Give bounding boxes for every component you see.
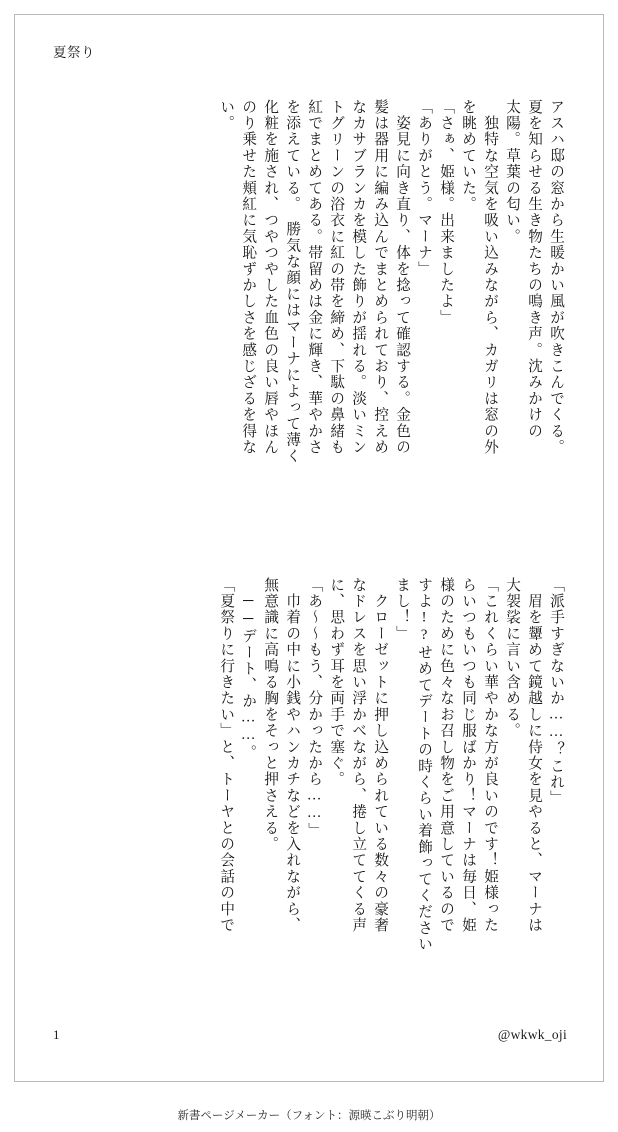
text-line: 「さぁ、姫様。出来ましたよ」 [438, 99, 455, 326]
text-line: い。 [218, 99, 235, 132]
text-line: 紅でまとめてある。帯留めは金に輝き、華やかさ [306, 99, 323, 456]
text-line: 眉を顰めて鏡越しに侍女を見やると、マーナは [526, 577, 543, 934]
text-line: のり乗せた頬紅に気恥ずかしさを感じざるを得な [240, 99, 257, 456]
text-line: なカサブランカを模した飾りが揺れる。淡いミン [350, 99, 367, 456]
text-line: アスハ邸の窓から生暖かい風が吹きこんでくる。 [548, 99, 564, 456]
text-line: を添えている。 勝気な顔にはマーナによって薄く [284, 99, 301, 465]
text-line: 太陽。草葉の匂い。 [504, 99, 521, 245]
text-line: 無意識に高鳴る胸をそっと押さえる。 [262, 577, 279, 853]
text-line: トグリーンの浴衣に紅の帯を締め、下駄の鼻緒も [328, 99, 345, 456]
text-line: 「あ〜〜もう、分かったから……」 [306, 577, 323, 839]
text-line: なドレスを思い浮かべながら、捲し立ててくる声 [350, 577, 367, 934]
text-line: すよ!?せめてデートの時くらい着飾ってください [416, 577, 433, 953]
text-block-upper [211, 99, 563, 569]
text-line: 「これくらい華やかな方が良いのです！姫様った [482, 577, 499, 934]
text-line: 化粧を施され、つやつやした血色の良い唇やほん [262, 99, 279, 456]
text-line: クローゼットに押し込められている数々の豪奢 [372, 577, 389, 934]
text-line: 「ありがとう。マーナ」 [416, 99, 433, 278]
text-line: 様のために色々なお召し物をご用意しているので [438, 577, 455, 934]
text-line: 巾着の中に小銭やハンカチなどを入れながら、 [284, 577, 301, 934]
text-line: 独特な空気を吸い込みながら、カガリは窓の外 [482, 99, 499, 456]
text-block-lower [211, 577, 563, 1007]
page-number: 1 [53, 1027, 60, 1042]
text-line: ──デート、か……。 [240, 577, 257, 761]
page-title: 夏祭り [53, 45, 95, 60]
text-line: を眺めていた。 [460, 99, 477, 213]
text-line: 「派手すぎないか……？これ」 [548, 577, 564, 807]
text-line: 髪は器用に編み込んでまとめられており、控えめ [372, 99, 389, 456]
page-sheet [14, 14, 604, 1082]
text-line: 姿見に向き直り、体を捻って確認する。金色の [394, 99, 411, 456]
text-line: 夏を知らせる生き物たちの鳴き声。沈みかけの [526, 99, 543, 440]
text-line: まし！」 [394, 577, 411, 642]
text-line: らいつもいつも同じ服ばかり！マーナは毎日、姫 [460, 577, 477, 934]
footer-credit: 新書ページメーカー（フォント：源暎こぶり明朝） [177, 1110, 441, 1122]
author-handle: @wkwk_oji [497, 1027, 567, 1042]
text-line: 「夏祭りに行きたい」と、トーヤとの会話の中で [218, 577, 235, 934]
page-body [45, 77, 573, 1007]
text-line: 大袈裟に言い含める。 [504, 577, 521, 739]
text-line: に、思わず耳を両手で塞ぐ。 [328, 577, 345, 788]
